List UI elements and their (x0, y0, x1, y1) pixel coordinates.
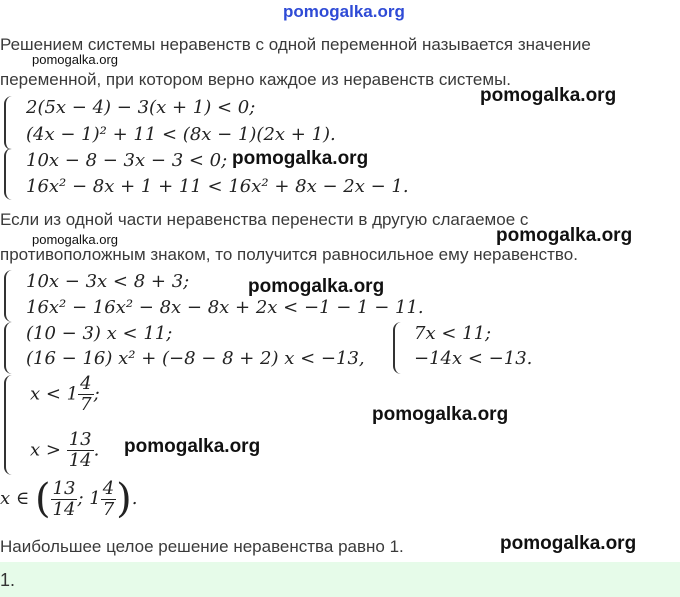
system-1-brace (4, 96, 12, 150)
interval-open-paren: ( (34, 476, 51, 522)
fraction-denominator: 7 (80, 394, 92, 415)
system-6-line-1-lhs: x < 1 (30, 383, 79, 405)
paragraph-1-line-2: переменной, при котором верно каждое из неравенств системы. (0, 70, 512, 89)
watermark-large-1: pomogalka.org (480, 85, 617, 106)
interval-separator: ; 1 (77, 488, 101, 509)
system-4-line-2: (16 − 16) x² + (−8 − 8 + 2) x < −13, (26, 348, 365, 369)
system-5-brace (393, 322, 401, 374)
system-5-line-2: −14x < −13. (414, 348, 533, 369)
answer-value: 1. (0, 570, 16, 590)
system-2-line-1: 10x − 8 − 3x − 3 < 0; (26, 150, 228, 171)
fraction-numerator: 13 (52, 477, 76, 499)
interval-tail: . (131, 488, 138, 509)
watermark-bottom: pomogalka.org (500, 533, 637, 554)
system-3-line-1: 10x − 3x < 8 + 3; (26, 271, 190, 292)
system-6-line-2-lhs: x > (30, 439, 61, 461)
watermark-inline-3: pomogalka.org (124, 436, 261, 457)
fraction-denominator: 14 (52, 498, 76, 520)
system-6-line-1 (30, 374, 100, 415)
system-1-line-2: (4x − 1)² + 11 < (8x − 1)(2x + 1). (26, 124, 336, 145)
system-6-brace (4, 375, 12, 475)
solution-interval (0, 476, 138, 522)
system-6-line-2 (30, 430, 99, 471)
watermark-top: pomogalka.org (283, 2, 405, 21)
system-4-line-1: (10 − 3) x < 11; (26, 323, 173, 344)
fraction-4-7 (78, 374, 93, 415)
watermark-mid: pomogalka.org (372, 404, 509, 425)
system-3-line-2: 16x² − 16x² − 8x − 8x + 2x < −1 − 1 − 11. (26, 297, 424, 318)
conclusion-text: Наибольшее целое решение неравенства равно 1. (0, 537, 404, 556)
fraction-13-14 (67, 430, 94, 471)
fraction-numerator: 4 (102, 477, 115, 499)
system-1-line-1: 2(5x − 4) − 3(x + 1) < 0; (26, 97, 256, 118)
paragraph-2-line-1: Если из одной части неравенства перенести в другую слагаемое с (0, 210, 529, 229)
interval-prefix: x ∈ (0, 488, 30, 509)
fraction-denominator: 7 (102, 498, 115, 520)
interval-fraction-2 (101, 479, 116, 520)
answer-box (0, 562, 680, 597)
watermark-inline-2: pomogalka.org (248, 276, 385, 297)
fraction-denominator: 14 (68, 450, 92, 471)
paragraph-1-line-1: Решением системы неравенств с одной переменной называется значение (0, 35, 591, 54)
system-2-line-2: 16x² − 8x + 1 + 11 < 16x² + 8x − 2x − 1. (26, 176, 409, 197)
interval-close-paren: ) (116, 476, 132, 522)
watermark-inline-1: pomogalka.org (232, 148, 369, 169)
system-6-line-1-tail: ; (93, 383, 100, 405)
fraction-numerator: 4 (80, 373, 92, 394)
paragraph-2-line-2: противоположным знаком, то получится равносильное ему неравенство. (0, 245, 578, 264)
interval-fraction-1 (51, 479, 78, 520)
system-3-brace (4, 270, 12, 322)
fraction-numerator: 13 (68, 429, 92, 450)
watermark-large-2: pomogalka.org (496, 225, 633, 246)
system-4-brace (4, 322, 12, 374)
system-2-brace (4, 148, 12, 200)
watermark-small-1: pomogalka.org (32, 52, 118, 67)
system-5-line-1: 7x < 11; (414, 323, 492, 344)
watermark-small-2: pomogalka.org (32, 232, 118, 247)
system-6-line-2-tail: . (93, 439, 100, 461)
